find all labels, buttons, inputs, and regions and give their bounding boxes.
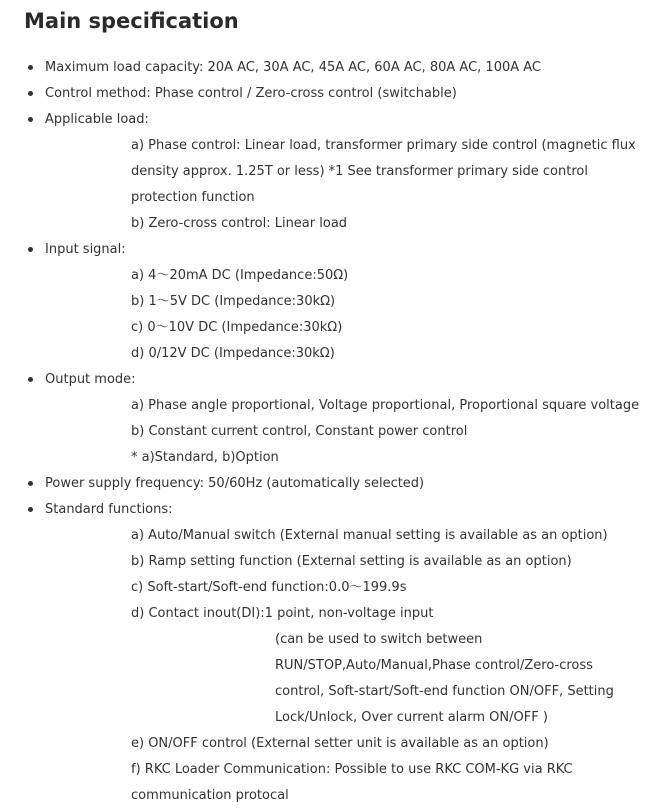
sub-item: a) 4〜20mA DC (Impedance:50Ω) (131, 268, 349, 283)
sub-item: b) Ramp setting function (External setting is available as an option) (131, 554, 572, 569)
bullet-icon (28, 377, 33, 382)
di-note-line: (can be used to switch between (275, 632, 483, 647)
sub-item: a) Auto/Manual switch (External manual setting is available as an option) (131, 528, 608, 543)
spec-item-control-method (0, 81, 671, 107)
bullet-icon (28, 247, 33, 252)
spec-item-max-load (0, 55, 671, 81)
sub-item: b) 1〜5V DC (Impedance:30kΩ) (131, 294, 336, 309)
sub-item: b) Zero-cross control: Linear load (131, 216, 348, 231)
spec-item-power-frequency (0, 471, 671, 497)
di-note-line: Lock/Unlock, Over current alarm ON/OFF ) (275, 710, 548, 725)
sub-item: d) 0/12V DC (Impedance:30kΩ) (131, 346, 335, 361)
di-note-line: control, Soft-start/Soft-end function ON/OFF, Setting (275, 684, 614, 699)
spec-text: Output mode: (45, 372, 136, 387)
bullet-icon (28, 507, 33, 512)
sub-item: e) ON/OFF control (External setter unit is available as an option) (131, 736, 549, 751)
spec-text: Maximum load capacity: 20A AC, 30A AC, 45A AC, 60A AC, 80A AC, 100A AC (45, 60, 541, 75)
spec-item-output-mode (0, 367, 671, 471)
spec-text: Input signal: (45, 242, 126, 257)
bullet-icon (28, 91, 33, 96)
sub-item: c) 0〜10V DC (Impedance:30kΩ) (131, 320, 343, 335)
bullet-icon (28, 117, 33, 122)
sub-item: c) Soft-start/Soft-end function:0.0〜199.9s (131, 580, 407, 595)
spec-item-applicable-load (0, 107, 671, 237)
spec-item-input-signal (0, 237, 671, 367)
spec-text: Power supply frequency: 50/60Hz (automatically selected) (45, 476, 425, 491)
sub-item: a) Phase control: Linear load, transformer primary side control (magnetic flux density approx. 1.25T or less) *1 See transformer primary side control protection function (131, 138, 636, 205)
sub-item: * a)Standard, b)Option (131, 450, 279, 465)
spec-text: Applicable load: (45, 112, 149, 127)
spec-list (0, 55, 671, 809)
spec-text: Control method: Phase control / Zero-cross control (switchable) (45, 86, 457, 101)
bullet-icon (28, 65, 33, 70)
sub-item: b) Constant current control, Constant power control (131, 424, 468, 439)
sub-item: a) Phase angle proportional, Voltage proportional, Proportional square voltage (131, 398, 640, 413)
di-note-line: RUN/STOP,Auto/Manual,Phase control/Zero-cross (275, 658, 593, 673)
sub-item: f) RKC Loader Communication: Possible to use RKC COM-KG via RKC communication protocal (131, 762, 573, 803)
sub-item: d) Contact inout(DI):1 point, non-voltage input (131, 606, 434, 621)
spec-item-standard-functions (0, 497, 671, 809)
spec-text: Standard functions: (45, 502, 173, 517)
page-title: Main specification (24, 9, 239, 33)
bullet-icon (28, 481, 33, 486)
